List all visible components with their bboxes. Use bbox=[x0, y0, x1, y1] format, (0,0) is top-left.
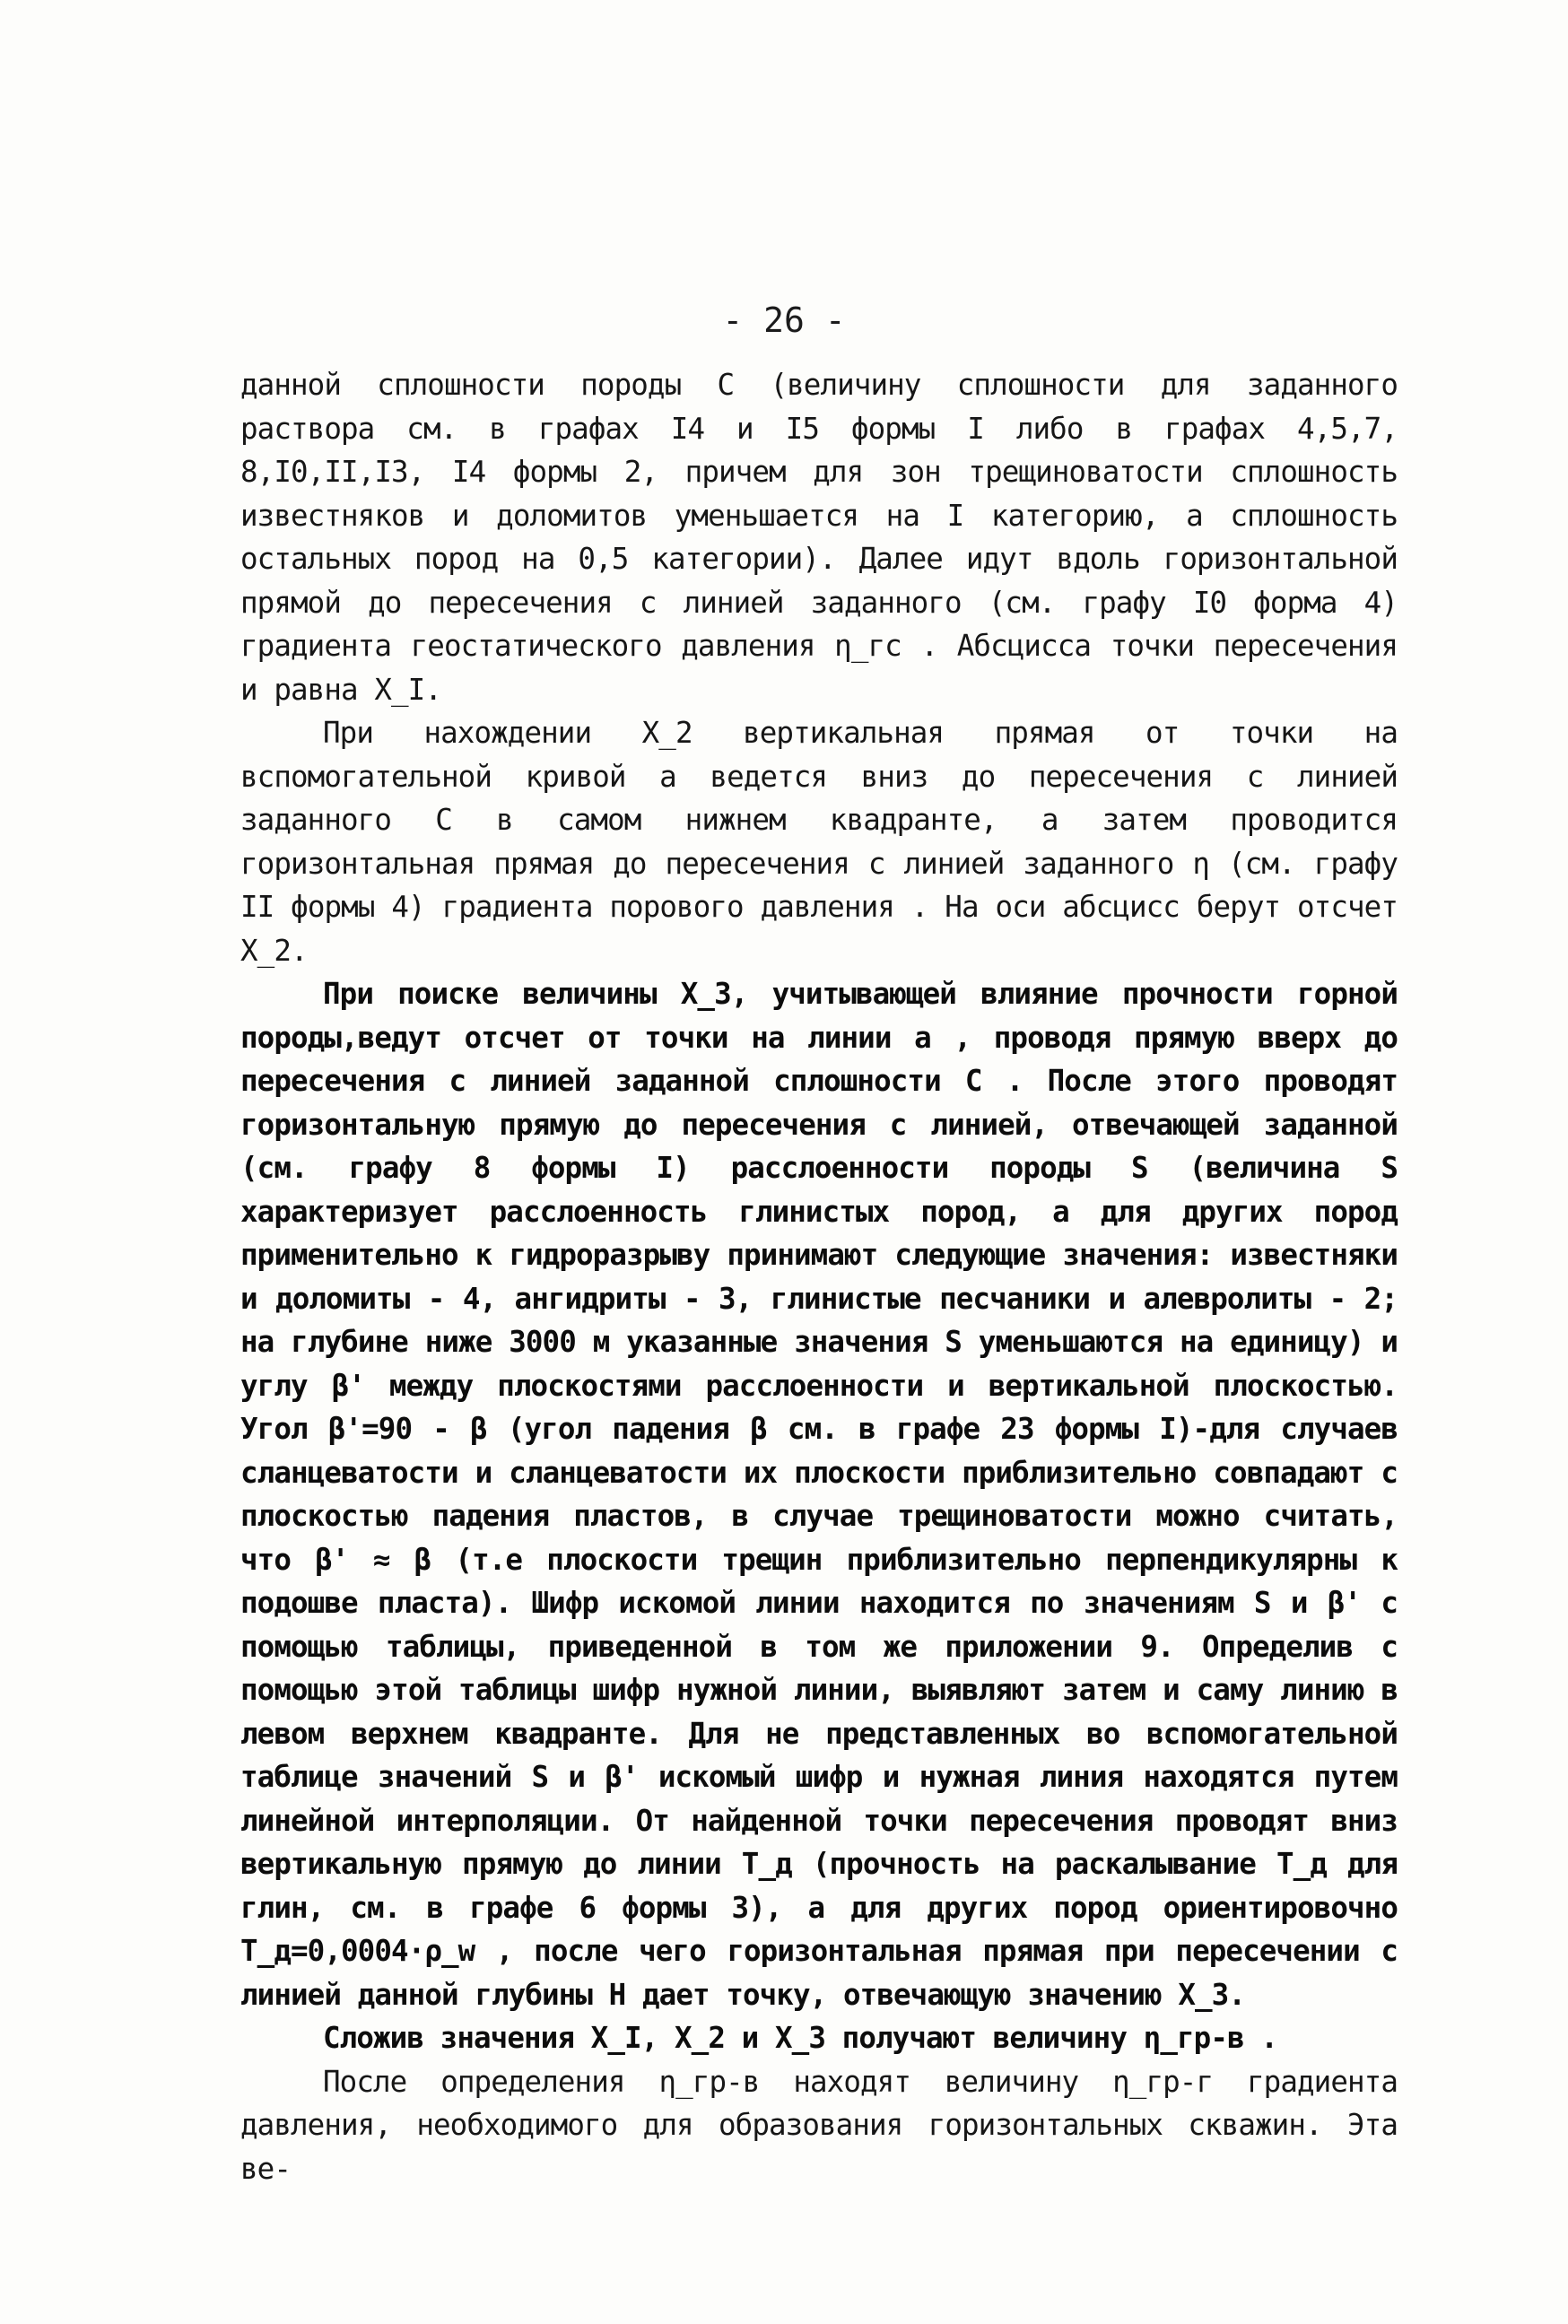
paragraph-4: Сложив значения X_I, X_2 и X_3 получают величину η_гр-в . bbox=[323, 2021, 1277, 2055]
paragraph-1: данной сплошности породы С (величину сплошности для заданного раствора см. в графах I4 и I5 формы I либо в графах 4,5,7, 8,I0,II,I3, I4 формы 2, причем для зон трещиноватости сплошность известняков и доломитов уменьшается на I категорию, а сплошность остальных пород на 0,5 категории). Далее идут вдоль горизонтальной прямой до пересечения с линией заданного (см. графу I0 форма 4) градиента геостатического давления η_гс . Абсцисса точки пересечения и равна X_I. bbox=[240, 368, 1398, 707]
paragraph-3: При поиске величины X_3, учитывающей влияние прочности горной породы,ведут отсчет от точки на линии a , проводя прямую вверх до пересечения с линией заданной сплошности C . После этого проводят горизонтальную прямую до пересечения с линией, отвечающей заданной (см. графу 8 формы I) расслоенности породы S (величина S характеризует расслоенность глинистых пород, а для других пород применительно к гидроразрыву принимают следующие значения: известняки и доломиты - 4, ангидриты - 3, глинистые песчаники и алевролиты - 2; на глубине ниже 3000 м указанные значения S уменьшаются на единицу) и углу β' между плоскостями расслоенности и вертикальной плоскостью. Угол β'=90 - β (угол падения β см. в графе 23 формы I)-для случаев сланцеватости и сланцеватости их плоскости приблизительно совпадают с плоскостью падения пластов, в случае трещиноватости можно считать, что β' ≈ β (т.е плоскости трещин приблизительно перпендикулярны к подошве пласта). Шифр искомой линии находится по значениям S и β' с помощью таблицы, приведенной в том же приложении 9. Определив с помощью этой таблицы шифр нужной линии, выявляют затем и саму линию в левом верхнем квадранте. Для не представленных во вспомогательной таблице значений S и β' искомый шифр и нужная линия находятся путем линейной интерполяции. От найденной точки пересечения проводят вниз вертикальную прямую до линии T_д (прочность на раскалывание T_д для глин, см. в графе 6 формы 3), а для других пород ориентировочно T_д=0,0004·ρ_w , после чего горизонтальная прямая при пересечении с линией данной глубины Н дает точку, отвечающую значению X_3. bbox=[240, 977, 1398, 2012]
body-text bbox=[240, 363, 1398, 2190]
page-number: - 26 - bbox=[722, 300, 846, 340]
paragraph-2: При нахождении X_2 вертикальная прямая от точки на вспомогательной кривой a ведется вниз до пересечения с линией заданного C в самом нижнем квадранте, а затем проводится горизонтальная прямая до пересечения с линией заданного η (см. графу II формы 4) градиента порового давления . На оси абсцисс берут отсчет X_2. bbox=[240, 716, 1398, 968]
paragraph-5: После определения η_гр-в находят величину η_гр-г градиента давления, необходимого для образования горизонтальных скважин. Эта ве- bbox=[240, 2064, 1398, 2186]
